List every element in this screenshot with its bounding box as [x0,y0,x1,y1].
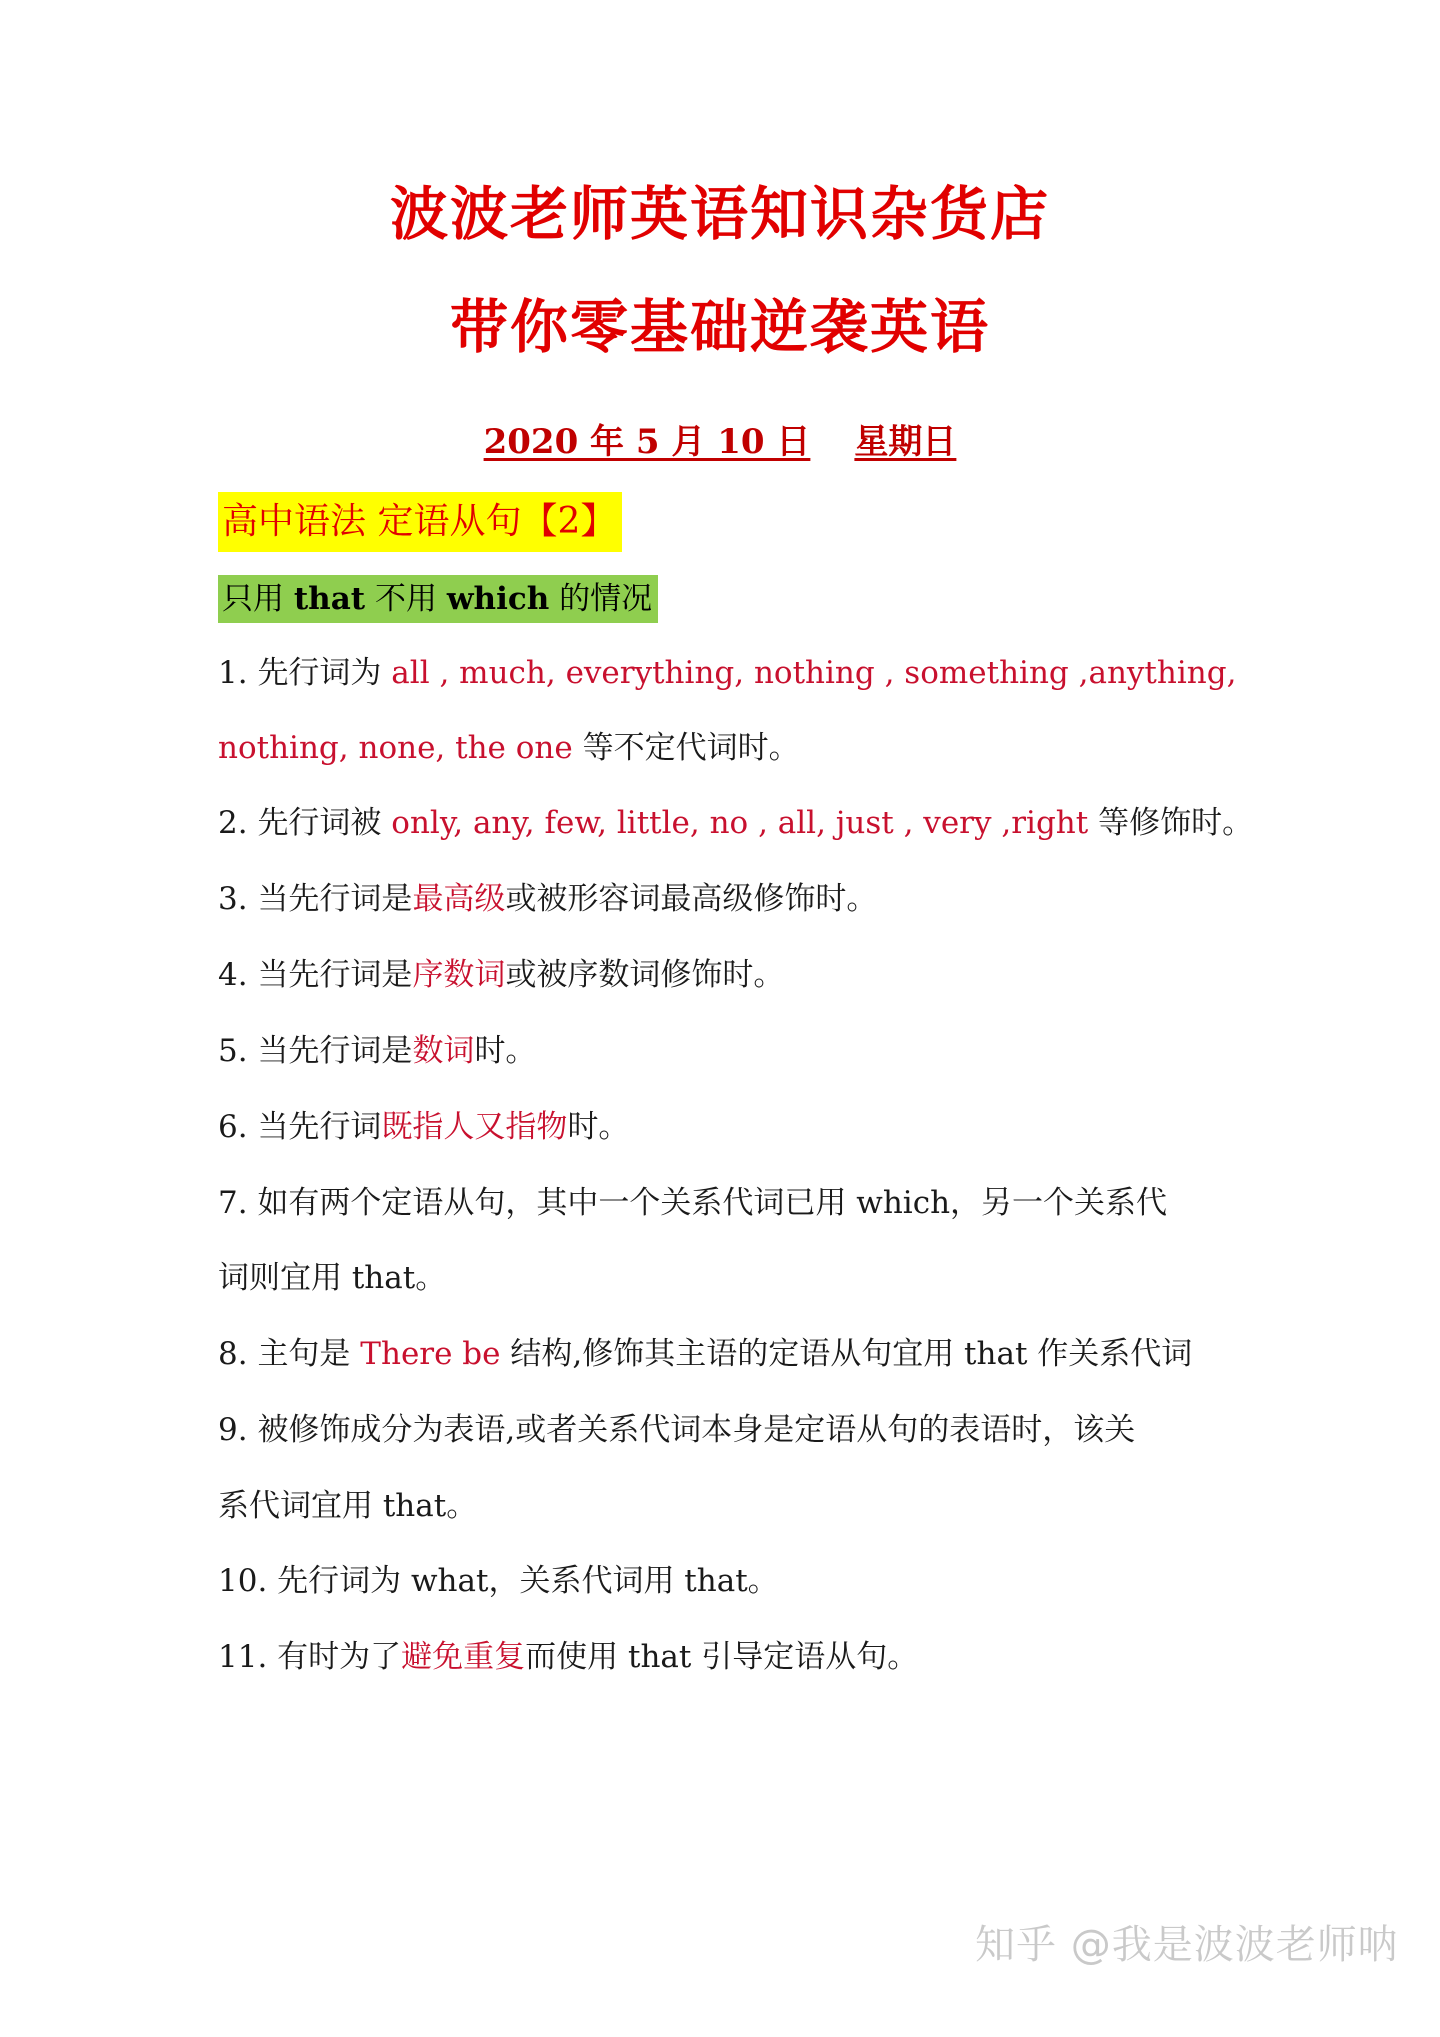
list-item-7: 7. 如有两个定语从句，其中一个关系代词已用 which，另一个关系代 [218,1185,1168,1221]
highlight-text: 数词 [412,1033,475,1069]
document-title: 波波老师英语知识杂货店 [389,180,1050,248]
highlight-text: nothing, none, the one [218,730,573,766]
highlight-text: 既指人又指物 [381,1109,568,1145]
section-heading: 高中语法 定语从句【2】 [218,492,622,552]
list-item-7-continued: 词则宜用 that。 [218,1260,447,1296]
list-item-9: 9. 被修饰成分为表语,或者关系代词本身是定语从句的表语时，该关 [218,1412,1136,1448]
highlight-text: 序数词 [412,957,506,993]
list-item-10: 10. 先行词为 what，关系代词用 that。 [218,1563,779,1599]
subheading-which: which [446,581,550,617]
weekday-text: 星期日 [854,422,957,462]
highlight-text: 最高级 [412,881,506,917]
subheading-text: 只用 [222,581,294,617]
highlight-text: There be [360,1336,501,1372]
list-item-2: 2. 先行词被 only, any, few, little, no , all, just , very ,right 等修饰时。 [218,805,1254,841]
date-line [0,422,1440,462]
date-text: 2020 年 5 月 10 日 [483,422,811,462]
document-subtitle: 带你零基础逆袭英语 [449,293,990,361]
highlight-text: 避免重复 [401,1639,526,1675]
subheading-text: 不用 [365,581,447,617]
highlight-text: only, any, few, little, no , all, just , very ,right [391,805,1089,841]
list-item-6: 6. 当先行词既指人又指物时。 [218,1109,630,1145]
section-subheading [218,575,658,623]
list-item-4: 4. 当先行词是序数词或被序数词修饰时。 [218,957,785,993]
subheading-that: that [293,581,366,617]
list-item-9-continued: 系代词宜用 that。 [218,1488,478,1524]
list-item-11: 11. 有时为了避免重复而使用 that 引导定语从句。 [218,1639,919,1675]
list-item-1: 1. 先行词为 all , much, everything, nothing , something ,anything, [218,655,1237,691]
subheading-text: 的情况 [549,581,653,617]
watermark: 知乎 @我是波波老师呐 [975,1922,1399,1968]
list-item-1-continued: nothing, none, the one 等不定代词时。 [218,730,800,766]
list-item-8: 8. 主句是 There be 结构,修饰其主语的定语从句宜用 that 作关系代词 [218,1336,1193,1372]
highlight-text: all , much, everything, nothing , something ,anything, [391,655,1237,691]
list-item-3: 3. 当先行词是最高级或被形容词最高级修饰时。 [218,881,878,917]
list-item-5: 5. 当先行词是数词时。 [218,1033,537,1069]
